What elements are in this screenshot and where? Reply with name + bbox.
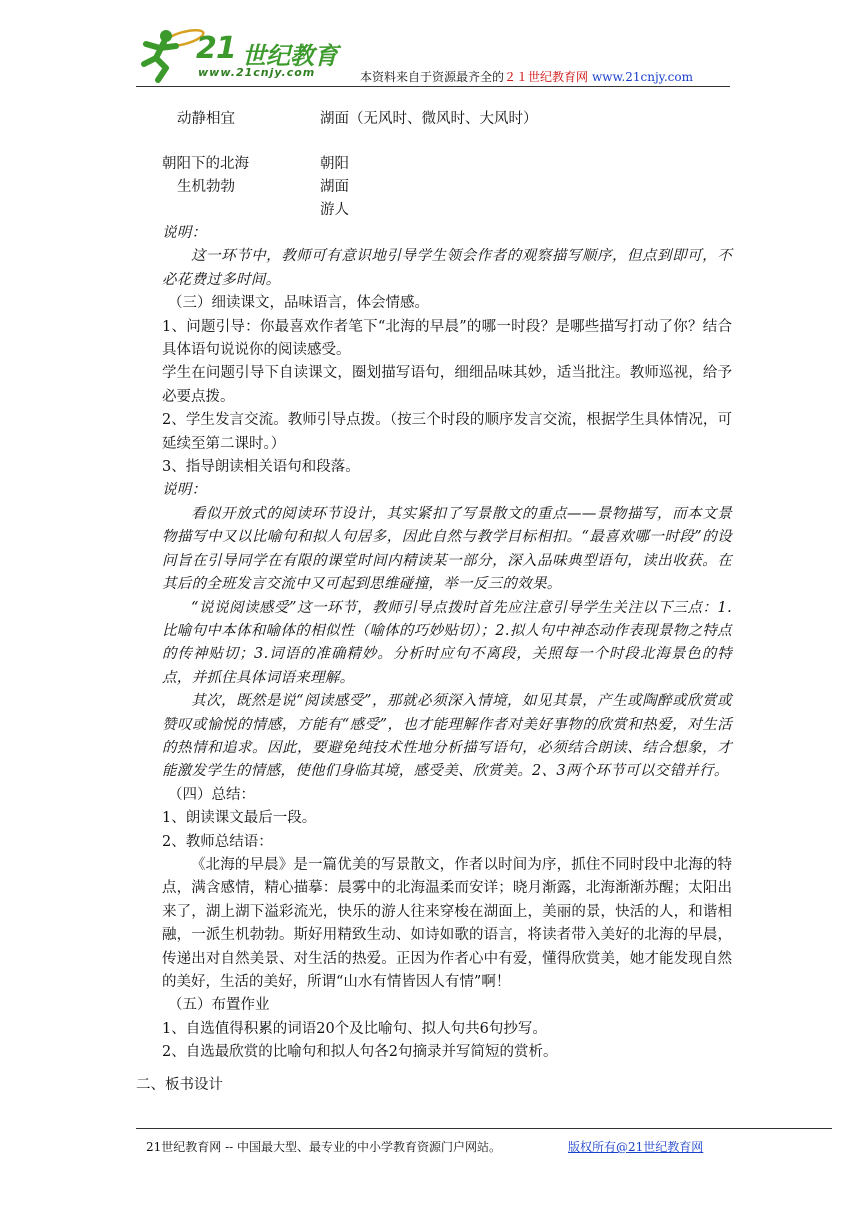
- section4-item2: 2、教师总结语：: [162, 833, 273, 850]
- outline-row4-right: 游人: [320, 202, 349, 218]
- outline-row2-left: 朝阳下的北海: [162, 156, 249, 172]
- header-text: [360, 68, 693, 85]
- footer-divider: [136, 1128, 832, 1129]
- logo-number: 21: [196, 31, 236, 66]
- part2-title: 二、板书设计: [136, 1077, 223, 1093]
- header-site-name: ２１世纪教育网: [504, 70, 589, 84]
- note1-text: 这一环节中，教师可有意识地引导学生领会作者的观察描写顺序，但点到即可，不必花费过多时间。: [162, 248, 732, 288]
- outline-row3-right: 湖面: [320, 179, 349, 195]
- section3-item3: 3、指导朗读相关语句和段落。: [162, 459, 360, 476]
- section3-item1: 1、问题引导：你最喜欢作者笔下“北海的早晨”的哪一时段？是哪些描写打动了你？结合具体语句说说你的阅读感受。: [162, 318, 732, 359]
- note2-paragraph3: 其次，既然是说“阅读感受”，那就必须深入情境，如见其景，产生或陶醉或欣赏或赞叹或愉悦的情感，方能有“感受”，也才能理解作者对美好事物的欣赏和热爱，对生活的热情和追求。因此，要避免纯技术性地分析描写语句，必须结合朗读、结合想象，才能激发学生的情感，使他们身临其境，感受美、欣赏美。2、3两个环节可以交错并行。: [162, 693, 732, 780]
- logo-url: www.21cnjy.com: [198, 66, 316, 79]
- note2-paragraph1: 看似开放式的阅读环节设计，其实紧扣了写景散文的重点——景物描写，而本文景物描写中又以比喻句和拟人句居多，因此自然与教学目标相扣。“最喜欢哪一时段”的设问旨在引导同学在有限的课堂时间内精读某一部分，深入品味典型语句，读出收获。在其后的全班发言交流中又可起到思维碰撞，举一反三的效果。: [162, 505, 732, 593]
- section3-item1-follow: 学生在问题引导下自读课文，圈划描写语句，细细品味其妙，适当批注。教师巡视，给予必要点拨。: [162, 365, 732, 405]
- note2-label: 说明：: [162, 482, 207, 499]
- outline-row3-left: 生机勃勃: [177, 179, 235, 195]
- main-body: [162, 222, 732, 1065]
- header-divider: [136, 86, 730, 87]
- section5-item1: 1、自选值得积累的词语20个及比喻句、拟人句共6句抄写。: [162, 1020, 547, 1037]
- outline-row1-left: 动静相宜: [177, 111, 235, 127]
- header-site-url[interactable]: www.21cnjy.com: [592, 70, 693, 84]
- note2-paragraph2: “说说阅读感受”这一环节，教师引导点拨时首先应注意引导学生关注以下三点：1.比喻句中本体和喻体的相似性（喻体的巧妙贴切）；2.拟人句中神态动作表现景物之特点的传神贴切；3.词语的准确精妙。分析时应句不离段，关照每一个时段北海景色的特点，并抓住具体词语来理解。: [162, 599, 732, 686]
- note1-label: 说明：: [162, 225, 207, 241]
- summary-paragraph: 《北海的早晨》是一篇优美的写景散文，作者以时间为序，抓住不同时段中北海的特点，满含感情，精心描摹：晨雾中的北海温柔而安详；晓月渐露，北海渐渐苏醒；太阳出来了，湖上湖下溢彩流光，快乐的游人往来穿梭在湖面上，美丽的景，快活的人，和谐相融，一派生机勃勃。斯好用精致生动、如诗如歌的语言，将读者带入美好的北海的早晨，传递出对自然美景、对生活的热爱。正因为作者心中有爱，懂得欣赏美，她才能发现自然的美好，生活的美好，所谓“山水有情皆因人有情”啊！: [162, 856, 732, 990]
- copyright-link[interactable]: 版权所有@21世纪教育网: [568, 1140, 704, 1154]
- section5-item2: 2、自选最欣赏的比喻句和拟人句各2句摘录并写简短的赏析。: [162, 1044, 558, 1061]
- footer-text: 21世纪教育网 -- 中国最大型、最专业的中小学教育资源门户网站。: [146, 1140, 502, 1154]
- section3-title: （三）细读课文，品味语言，体会情感。: [168, 295, 429, 312]
- logo-name: 世纪教育: [242, 42, 338, 70]
- section4-item1: 1、朗读课文最后一段。: [162, 810, 317, 827]
- section3-item2: 2、学生发言交流。教师引导点拨。（按三个时段的顺序发言交流，根据学生具体情况，可延续至第二课时。）: [162, 412, 732, 452]
- outline-row2-right: 朝阳: [320, 156, 349, 172]
- outline-row1-right: 湖面（无风时、微风时、大风时）: [320, 111, 538, 127]
- section4-title: （四）总结：: [168, 786, 255, 803]
- header-prefix: 本资料来自于资源最齐全的: [360, 70, 505, 84]
- section5-title: （五）布置作业: [168, 997, 270, 1014]
